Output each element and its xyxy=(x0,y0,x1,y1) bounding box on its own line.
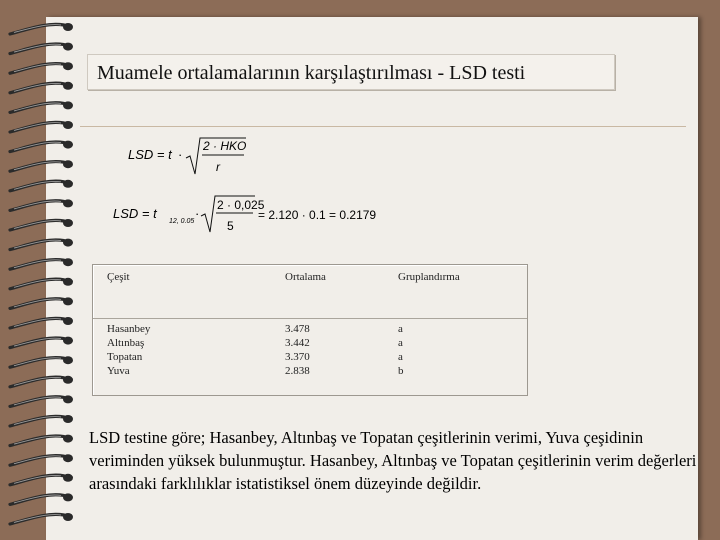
spiral-ring xyxy=(10,356,73,367)
spiral-ring xyxy=(10,82,73,93)
header-cesit: Çeşit xyxy=(107,271,130,283)
spiral-ring xyxy=(10,43,73,54)
header-ortalama: Ortalama xyxy=(285,271,326,283)
svg-text:·: · xyxy=(178,147,183,162)
formula2-numerator: 2 · 0,025 xyxy=(217,198,265,212)
spiral-ring xyxy=(10,258,73,269)
lsd-results-table xyxy=(92,264,528,396)
spiral-ring xyxy=(10,454,73,465)
spiral-ring xyxy=(10,474,73,485)
conclusion-text: LSD testine göre; Hasanbey, Altınbaş ve Topatan çeşitlerinin verimi, Yuva çeşidinin veriminden yüksek bulunmuştur. Hasanbey, Altınbaş ve Topatan çeşitlerinin verim değerleri arasındaki farklılıklar istatistiksel önem düzeyinde değildir. xyxy=(89,428,697,493)
table-row-grup: a xyxy=(398,351,403,363)
table-row-grup: a xyxy=(398,337,403,349)
ortalama-column xyxy=(285,322,310,378)
formula2-lhs: LSD = t xyxy=(113,206,157,221)
formula1-lhs: LSD = t xyxy=(128,147,172,162)
lsd-computed-formula xyxy=(113,192,413,243)
spiral-ring xyxy=(10,395,73,406)
formula1-numerator: 2 · HKO xyxy=(203,139,247,153)
formula2-result: = 2.120 · 0.1 = 0.2179 xyxy=(258,208,377,222)
table-row-cesit: Topatan xyxy=(107,351,143,363)
spiral-ring xyxy=(10,239,73,250)
table-row-cesit: Hasanbey xyxy=(107,323,151,335)
spiral-ring xyxy=(10,297,73,308)
spiral-ring xyxy=(10,376,73,387)
title-divider xyxy=(80,126,686,127)
spiral-ring xyxy=(10,337,73,348)
spiral-ring xyxy=(10,317,73,328)
spiral-ring xyxy=(10,23,73,34)
spiral-ring xyxy=(10,435,73,446)
slide-title: Muamele ortalamalarının karşılaştırılması - LSD testi xyxy=(87,54,615,90)
table-row-ortalama: 2.838 xyxy=(285,365,310,377)
spiral-ring xyxy=(10,493,73,504)
spiral-ring xyxy=(10,121,73,132)
svg-text:·: · xyxy=(195,206,200,221)
spiral-ring xyxy=(10,160,73,171)
spiral-ring xyxy=(10,278,73,289)
formula2-denominator: 5 xyxy=(227,219,234,233)
header-gruplandirma: Gruplandırma xyxy=(398,271,460,283)
spiral-ring xyxy=(10,415,73,426)
table-row-ortalama: 3.478 xyxy=(285,323,310,335)
spiral-binding xyxy=(6,16,78,526)
spiral-ring xyxy=(10,199,73,210)
header-divider xyxy=(93,318,527,319)
formula1-denominator: r xyxy=(216,160,220,174)
table-row-grup: b xyxy=(398,365,404,377)
table-row-cesit: Yuva xyxy=(107,365,130,377)
grup-column xyxy=(398,322,404,378)
cesit-column xyxy=(107,322,150,378)
table-row-grup: a xyxy=(398,323,403,335)
lsd-general-formula xyxy=(128,134,268,185)
spiral-ring xyxy=(10,513,73,524)
spiral-ring xyxy=(10,180,73,191)
table-row-ortalama: 3.442 xyxy=(285,337,310,349)
spiral-ring xyxy=(10,141,73,152)
table-row-cesit: Altınbaş xyxy=(107,337,145,349)
spiral-ring xyxy=(10,62,73,73)
spiral-ring xyxy=(10,219,73,230)
table-row-ortalama: 3.370 xyxy=(285,351,310,363)
formula2-subscript: 12, 0.05 xyxy=(169,218,195,225)
spiral-ring xyxy=(10,101,73,112)
